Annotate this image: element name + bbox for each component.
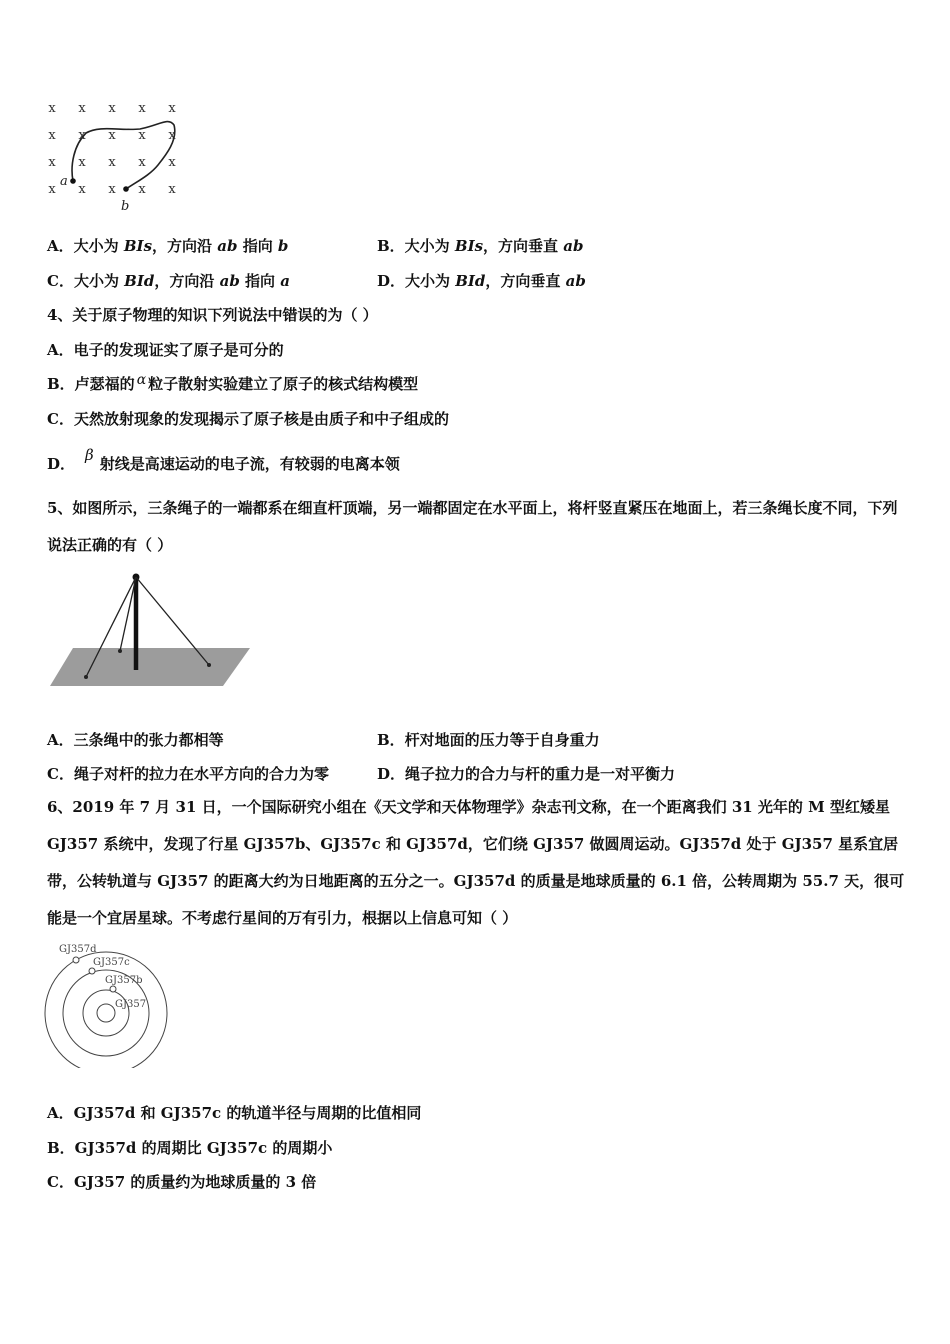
field-cross: x <box>48 101 56 116</box>
field-cross: x <box>78 128 86 143</box>
q6-option-c[interactable]: C．GJ357 的质量约为地球质量的 3 倍 <box>47 1173 317 1191</box>
field-cross: x <box>78 182 86 197</box>
q5-option-a[interactable]: A．三条绳中的张力都相等 <box>47 731 224 749</box>
field-cross: x <box>108 101 116 116</box>
q3-option-d[interactable]: D．大小为 BId，方向垂直 ab <box>377 272 586 290</box>
planet-d <box>73 957 79 963</box>
point-a-dot <box>70 178 76 184</box>
q3-option-a[interactable]: A．大小为 BIs，方向沿 ab 指向 b <box>47 237 289 255</box>
q4-option-d[interactable]: D． β 射线是高速运动的电子流，有较弱的电离本领 <box>47 446 400 473</box>
field-cross: x <box>108 182 116 197</box>
label-gj357d: GJ357d <box>59 944 97 955</box>
label-gj357c: GJ357c <box>93 957 130 968</box>
field-cross: x <box>48 128 56 143</box>
rod-ropes-figure <box>45 568 255 690</box>
star-gj357 <box>97 1004 115 1022</box>
orbit-figure <box>40 938 175 1068</box>
orbit-b <box>83 990 129 1036</box>
label-a: a <box>60 174 68 189</box>
field-cross: x <box>168 128 176 143</box>
q6-option-a[interactable]: A．GJ357d 和 GJ357c 的轨道半径与周期的比值相同 <box>47 1104 422 1122</box>
q6-option-b[interactable]: B．GJ357d 的周期比 GJ357c 的周期小 <box>47 1139 333 1157</box>
field-cross: x <box>168 101 176 116</box>
field-cross: x <box>138 101 146 116</box>
field-cross: x <box>168 182 176 197</box>
wire-curve <box>72 122 175 189</box>
field-cross: x <box>138 155 146 170</box>
field-cross: x <box>108 128 116 143</box>
q5-option-b[interactable]: B．杆对地面的压力等于自身重力 <box>377 731 600 749</box>
q3-option-b[interactable]: B．大小为 BIs，方向垂直 ab <box>377 237 584 255</box>
field-cross: x <box>78 101 86 116</box>
magnetic-field-figure <box>40 95 190 220</box>
point-b-dot <box>123 186 129 192</box>
beta-symbol: β <box>85 446 94 464</box>
planet-b <box>110 986 116 992</box>
q5-option-c[interactable]: C．绳子对杆的拉力在水平方向的合力为零 <box>47 765 329 783</box>
field-cross: x <box>48 182 56 197</box>
q4-stem: 4、关于原子物理的知识下列说法中错误的为（ ） <box>47 306 378 324</box>
field-cross: x <box>108 155 116 170</box>
q3-option-c[interactable]: C．大小为 BId，方向沿 ab 指向 a <box>47 272 290 290</box>
field-cross: x <box>48 155 56 170</box>
label-gj357b: GJ357b <box>105 975 143 986</box>
label-gj357: GJ357 <box>115 999 147 1010</box>
ground-plane <box>50 648 250 686</box>
q5-option-d[interactable]: D．绳子拉力的合力与杆的重力是一对平衡力 <box>377 765 676 783</box>
field-cross: x <box>138 128 146 143</box>
alpha-symbol: α <box>136 372 147 388</box>
q4-option-a[interactable]: A．电子的发现证实了原子是可分的 <box>47 341 284 359</box>
q4-option-c[interactable]: C．天然放射现象的发现揭示了原子核是由质子和中子组成的 <box>47 410 449 428</box>
field-cross: x <box>168 155 176 170</box>
label-b: b <box>121 199 130 214</box>
q5-stem: 5、如图所示，三条绳子的一端都系在细直杆顶端，另一端都固定在水平面上，将杆竖直紧压在地面上，若三条绳长度不同，下列说法正确的有（ ） <box>47 499 898 554</box>
q4-option-b[interactable]: B．卢瑟福的 α 粒子散射实验建立了原子的核式结构模型 <box>47 372 419 393</box>
field-cross: x <box>78 155 86 170</box>
q6-stem: 6、2019 年 7 月 31 日，一个国际研究小组在《天文学和天体物理学》杂志刊文称，在一个距离我们 31 光年的 M 型红矮星 GJ357 系统中，发现了行星 GJ357b、GJ357c 和 GJ357d，它们绕 GJ357 做圆周运动。GJ357d 处于 GJ357 星系宜居带，公转轨道与 GJ357 的距离大约为日地距离的五分之一。GJ357d 的质量是地球质量的 6.1 倍，公转周期为 55.7 天，很可能是一个宜居星球。不考虑行星间的万有引力，根据以上信息可知（ ） <box>47 798 905 927</box>
field-cross: x <box>138 182 146 197</box>
rope-middle <box>120 577 136 651</box>
planet-c <box>89 968 95 974</box>
